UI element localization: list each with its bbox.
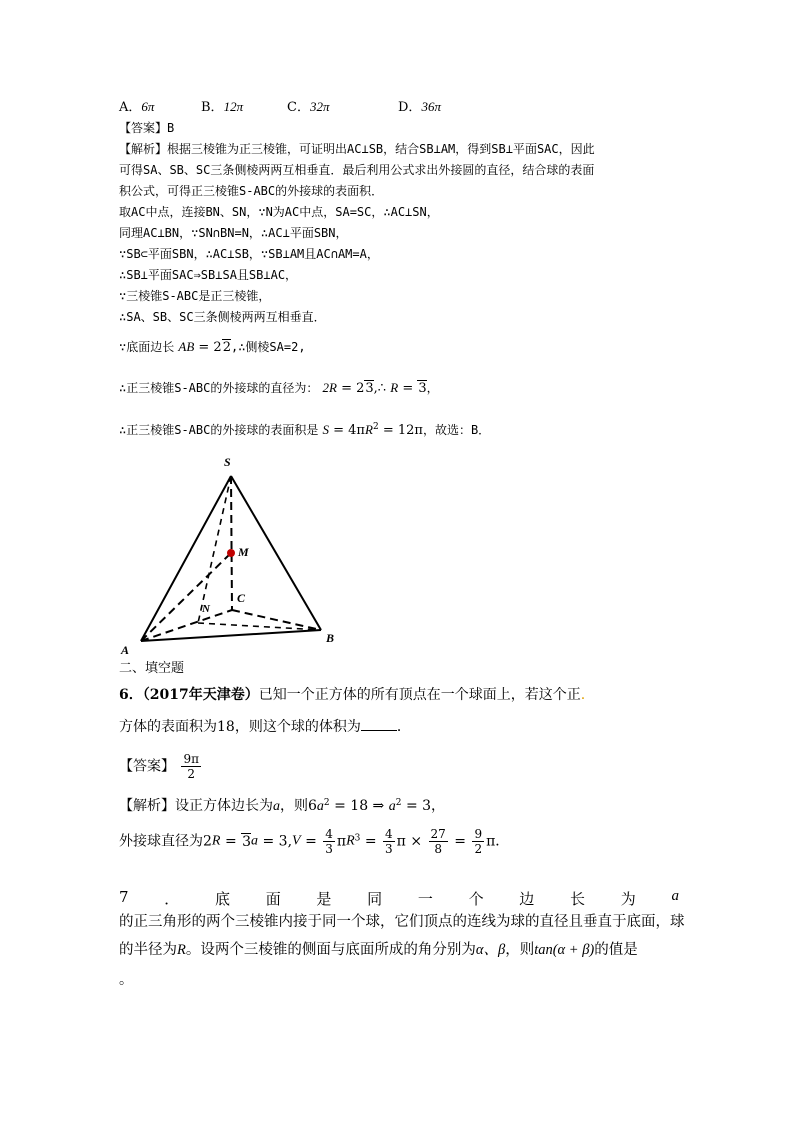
- q6-stem-line-2: 方体的表面积为18，则这个球的体积为 ．: [119, 719, 411, 735]
- pyramid-figure: [112, 450, 352, 658]
- q6-analysis-line-1: 【解析】设正方体边长为a，则$6a^2 = 18$ ⇒ $a^2 = 3$，: [119, 798, 446, 814]
- q7-stem-line-3: 的半径为R。设两个三棱锥的侧面与底面所成的角分别为α、β，则tan(α + β)的值是: [119, 942, 638, 958]
- q5-diameter-line: ∴正三棱锥S-ABC的外接球的直径为： 2R = 23,∴ R = 3，: [119, 380, 439, 396]
- segment-am: [141, 553, 231, 641]
- q5-analysis-line-3: 积公式，可得正三棱锥S-ABC的外接球的表面积．: [119, 184, 384, 198]
- q5-surface-area-line: ∴正三棱锥S-ABC的外接球的表面积是 $S = 4\pi R^2 = 12\pi$，故选：B．: [119, 422, 491, 438]
- q5-analysis-line-4: 取AC中点，连接BN、SN，∵N为AC中点，SA=SC，∴AC⊥SN，: [119, 205, 439, 219]
- label-a: A: [121, 643, 130, 657]
- label-b: B: [326, 631, 335, 645]
- label-s: S: [224, 455, 231, 469]
- q7-stem-line-4: 。: [119, 972, 133, 988]
- label-c: C: [237, 591, 246, 605]
- option-a: A．6π: [119, 99, 155, 115]
- q5-analysis-line-7: ∴SB⊥平面SAC⇒SB⊥SA且SB⊥AC，: [119, 268, 298, 282]
- q7-stem-line-2: 的正三角形的两个三棱锥内接于同一个球，它们顶点的连线为球的直径且垂直于底面，球: [119, 914, 685, 930]
- q5-analysis-line-8: ∵三棱锥S-ABC是正三棱锥，: [119, 289, 271, 303]
- q6-answer: 【答案】 $\frac{9\pi}{2}$: [119, 752, 199, 781]
- answer-blank: [361, 718, 397, 731]
- q5-analysis-line-9: ∴SA、SB、SC三条侧棱两两互相垂直．: [119, 310, 326, 324]
- q7-stem-line-1: 7 ． 底 面 是 同 一 个 边 长 为 a: [119, 888, 679, 908]
- option-d: D．36π: [398, 99, 441, 115]
- q6-answer-fraction: $\frac{9\pi}{2}$: [183, 752, 199, 781]
- q5-edge-length-line: ∵底面边长 AB = 22,∴侧棱SA=2,: [119, 339, 306, 355]
- q5-analysis-line-6: ∵SB⊂平面SBN，∴AC⊥SB，∵SB⊥AM且AC∩AM=A，: [119, 247, 379, 261]
- q6-stem-line-1: 6．（2017年天津卷）已知一个正方体的所有顶点在一个球面上，若这个正.: [119, 687, 586, 703]
- edge-sc: [231, 476, 232, 610]
- q6-analysis-line-2: 外接球直径为2R = 3a = 3,V = $\frac{4}{3}$ $\pi R^3$ = $\frac{4}{3}$ π × $\frac{27}{8}$ = $\frac{9}{2}$ π．: [119, 827, 510, 856]
- label-m: M: [238, 545, 249, 559]
- option-b: B．12π: [201, 99, 244, 115]
- q5-analysis-line-5: 同理AC⊥BN，∵SN∩BN=N，∴AC⊥平面SBN，: [119, 226, 348, 240]
- label-n: N: [202, 603, 210, 615]
- point-m: [227, 549, 235, 557]
- q5-answer: 【答案】B: [119, 121, 175, 135]
- q5-analysis-line-1: 【解析】根据三棱锥为正三棱锥，可证明出AC⊥SB，结合SB⊥AM，得到SB⊥平面SAC，因此: [119, 142, 595, 156]
- edge-sa: [141, 476, 231, 641]
- q5-analysis-line-2: 可得SA、SB、SC三条侧棱两两互相垂直．最后利用公式求出外接圆的直径，结合球的表面: [119, 163, 595, 177]
- segment-sn: [198, 476, 231, 623]
- option-c: C．32π: [287, 99, 330, 115]
- section-heading: 二、填空题: [119, 661, 185, 676]
- answer-options: [119, 98, 499, 116]
